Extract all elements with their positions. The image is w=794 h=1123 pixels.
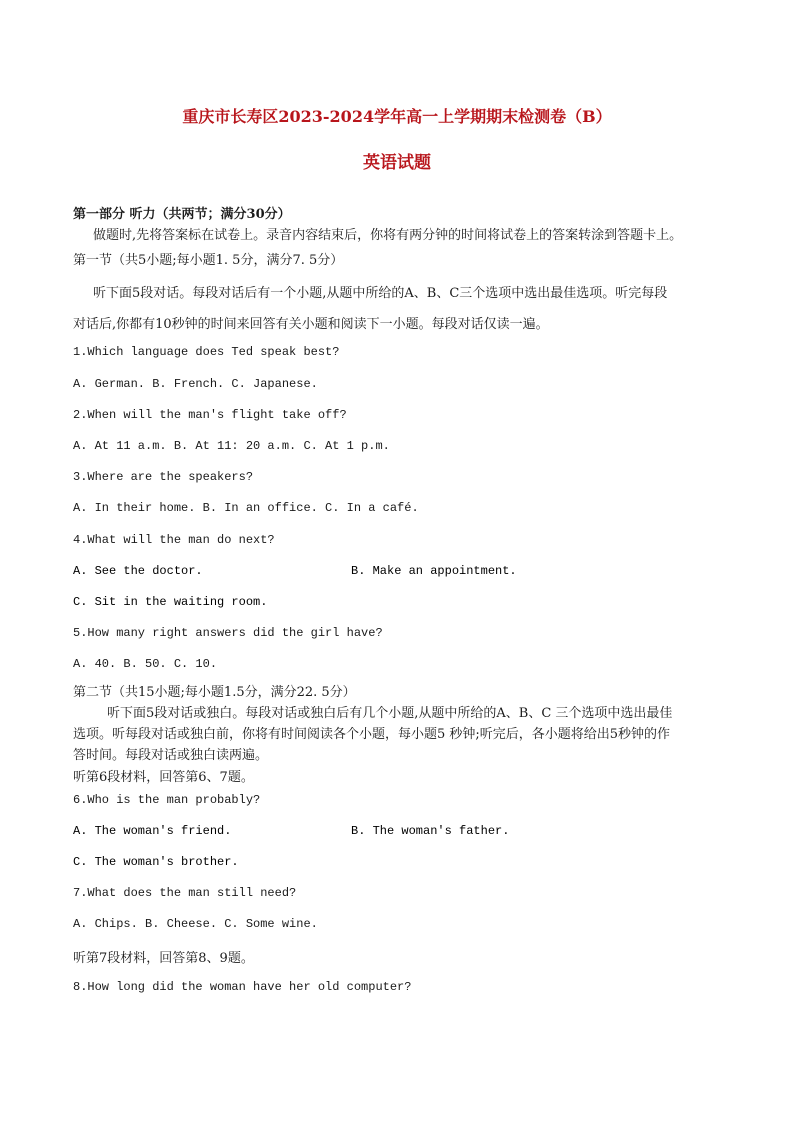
section2-instruction-line3: 答时间。每段对话或独白读两遍。 bbox=[73, 748, 269, 763]
question-8-stem: 8.How long did the woman have her old computer? bbox=[73, 980, 412, 994]
question-1-stem: 1.Which language does Ted speak best? bbox=[73, 345, 340, 359]
question-5-options: A. 40. B. 50. C. 10. bbox=[73, 657, 218, 671]
question-5-stem: 5.How many right answers did the girl have? bbox=[73, 626, 383, 640]
question-4-stem: 4.What will the man do next? bbox=[73, 533, 275, 547]
question-4-option-c: C. Sit in the waiting room. bbox=[73, 595, 268, 609]
question-6-option-a: A. The woman's friend. bbox=[73, 824, 232, 838]
question-4-option-a: A. See the doctor. bbox=[73, 564, 203, 578]
question-6-option-c: C. The woman's brother. bbox=[73, 855, 239, 869]
material-6-note: 听第6段材料，回答第6、7题。 bbox=[73, 770, 254, 785]
part1-intro: 做题时,先将答案标在试卷上。录音内容结束后，你将有两分钟的时间将试卷上的答案转涂到答题卡上。 bbox=[93, 228, 683, 243]
question-3-stem: 3.Where are the speakers? bbox=[73, 470, 254, 484]
question-6-stem: 6.Who is the man probably? bbox=[73, 793, 261, 807]
question-2-options: A. At 11 a.m. B. At 11: 20 a.m. C. At 1 p.m. bbox=[73, 439, 390, 453]
part1-heading: 第一部分 听力（共两节；满分30分） bbox=[73, 207, 291, 222]
question-6-option-b: B. The woman's father. bbox=[351, 824, 510, 838]
question-4-option-b: B. Make an appointment. bbox=[351, 564, 517, 578]
section2-heading: 第二节（共15小题;每小题1.5分，满分22. 5分） bbox=[73, 685, 356, 700]
section2-instruction-line2: 选项。听每段对话或独白前，你将有时间阅读各个小题，每小题5 秒钟;听完后，各小题将给出5秒钟的作 bbox=[73, 727, 671, 742]
question-7-stem: 7.What does the man still need? bbox=[73, 886, 297, 900]
material-7-note: 听第7段材料，回答第8、9题。 bbox=[73, 951, 254, 966]
section2-instruction-line1: 听下面5段对话或独白。每段对话或独白后有几个小题,从题中所给的A、B、C 三个选项中选出最佳 bbox=[107, 706, 673, 721]
question-7-options: A. Chips. B. Cheese. C. Some wine. bbox=[73, 917, 318, 931]
question-2-stem: 2.When will the man's flight take off? bbox=[73, 408, 347, 422]
question-1-options: A. German. B. French. C. Japanese. bbox=[73, 377, 318, 391]
section1-instruction-line1: 听下面5段对话。每段对话后有一个小题,从题中所给的A、B、C三个选项中选出最佳选项。听完每段 bbox=[93, 286, 668, 301]
section1-instruction-line2: 对话后,你都有10秒钟的时间来回答有关小题和阅读下一小题。每段对话仅读一遍。 bbox=[73, 317, 549, 332]
exam-title: 重庆市长寿区2023-2024学年高一上学期期末检测卷（B） bbox=[182, 107, 612, 126]
question-3-options: A. In their home. B. In an office. C. In a café. bbox=[73, 501, 419, 515]
exam-subtitle: 英语试题 bbox=[363, 153, 431, 173]
section1-heading: 第一节（共5小题;每小题1. 5分，满分7. 5分） bbox=[73, 253, 344, 268]
